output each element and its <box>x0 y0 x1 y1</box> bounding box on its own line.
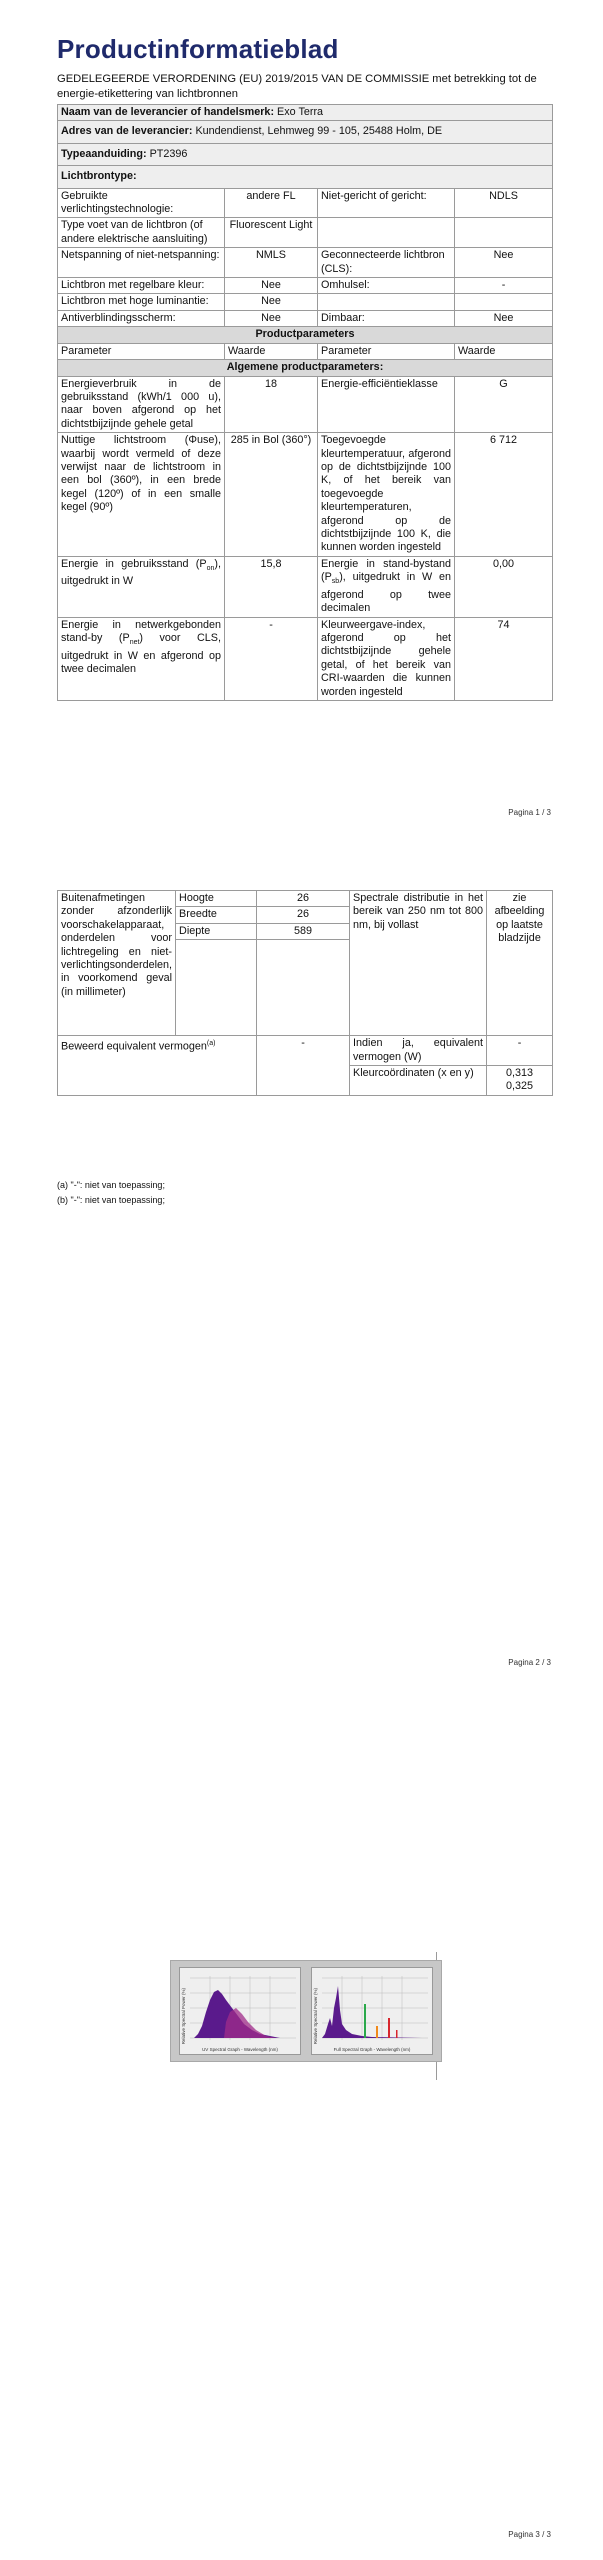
supplier-table <box>57 104 553 701</box>
envelope-value: - <box>455 278 553 294</box>
depth-value: 589 <box>257 923 350 939</box>
spectral-figure <box>170 1960 442 2062</box>
envelope-label: Omhulsel: <box>318 278 455 294</box>
page-2 <box>0 860 603 1710</box>
psb-value: 0,00 <box>455 556 553 617</box>
cri-label: Kleurweergave-index, afgerond op het dichtstbijzijnde gehele getal, of het bereik van CRI-waarden die kunnen worden ingesteld <box>318 617 455 700</box>
dimmable-label: Dimbaar: <box>318 310 455 326</box>
footnote-a: (a) "-": niet van toepassing; <box>57 1180 165 1190</box>
pon-label: Energie in gebruiksstand $(P_{on})$, uitgedrukt in W <box>58 556 225 617</box>
height-value: 26 <box>257 891 350 907</box>
highlum-label: Lichtbron met hoge luminantie: <box>58 294 225 310</box>
equiv-label: Beweerd equivalent vermogen$^{(a)}$ <box>58 1036 257 1096</box>
lightsource-type-heading: Lichtbrontype: <box>58 166 553 188</box>
nondirectional-label: Niet-gericht of gericht: <box>318 188 455 218</box>
dims-label: Buitenafmetingen zonder afzonderlijk voorschakelapparaat, onderdelen voor lichtregeling en niet-verlichtingsonderdelen, in voorkomend geval (in millimeter) <box>58 891 176 1036</box>
pon-value: 15,8 <box>225 556 318 617</box>
footnote-b: (b) "-": niet van toepassing; <box>57 1195 165 1205</box>
document-title: Productinformatieblad <box>57 34 339 64</box>
spd-label: Spectrale distributie in het bereik van 250 nm tot 800 nm, bij vollast <box>350 891 487 1036</box>
tech-value: andere FL <box>225 188 318 218</box>
pnet-value: - <box>225 617 318 700</box>
chroma-label: Kleurcoördinaten (x en y) <box>350 1066 487 1096</box>
red-peak <box>388 2018 390 2038</box>
page-number-3: Pagina 3 / 3 <box>508 2530 551 2539</box>
flux-label: Nuttige lichtstroom (Φuse), waarbij wordt vermeld of deze verwijst naar de lichtstroom in een bol (360º), in een brede kegel (120º) of in een smalle kegel (90º) <box>58 433 225 557</box>
antiglare-value: Nee <box>225 310 318 326</box>
height-label: Hoogte <box>176 891 257 907</box>
col-value-1: Waarde <box>225 343 318 359</box>
equiv-w-value: - <box>487 1036 553 1066</box>
mains-value: NMLS <box>225 248 318 278</box>
energy-value: 18 <box>225 376 318 433</box>
width-label: Breedte <box>176 907 257 923</box>
green-peak <box>364 2004 366 2038</box>
full-spectral-graph: Relative Spectral Power (%) Full Spectral Graph - Wavelength (nm) <box>311 1967 433 2055</box>
equiv-w-label: Indien ja, equivalent vermogen (W) <box>350 1036 487 1066</box>
equiv-value: - <box>257 1036 350 1096</box>
cap-label: Type voet van de lichtbron (of andere elektrische aansluiting) <box>58 218 225 248</box>
eclass-value: G <box>455 376 553 433</box>
mains-label: Netspanning of niet-netspanning: <box>58 248 225 278</box>
dimmable-value: Nee <box>455 310 553 326</box>
full-curve <box>322 1986 422 2038</box>
document-subtitle: GEDELEGEERDE VERORDENING (EU) 2019/2015 VAN DE COMMISSIE met betrekking tot de energie-etikettering van lichtbronnen <box>57 73 537 100</box>
productparameters-heading: Productparameters <box>58 327 553 343</box>
col-value-2: Waarde <box>455 343 553 359</box>
psb-label: Energie in stand-bystand $(P_{sb})$, uitgedrukt in W en afgerond op twee decimalen <box>318 556 455 617</box>
dimensions-table <box>57 890 553 1096</box>
uv-spectral-graph: Relative Spectral Power (%) UV Spectral Graph - Wavelength (nm) <box>179 1967 301 2055</box>
page-number-2: Pagina 2 / 3 <box>508 1658 551 1667</box>
uv-caption: UV Spectral Graph - Wavelength (nm) <box>202 2047 278 2052</box>
uv-spectrum-plot <box>180 1968 300 2054</box>
orange-peak <box>376 2026 378 2038</box>
full-spectrum-plot <box>312 1968 432 2054</box>
eclass-label: Energie-efficiëntieklasse <box>318 376 455 433</box>
col-parameter-1: Parameter <box>58 343 225 359</box>
supplier-address-row: Adres van de leverancier: Kundendienst, Lehmweg 99 - 105, 25488 Holm, DE <box>58 121 553 143</box>
cls-label: Geconnecteerde lichtbron (CLS): <box>318 248 455 278</box>
supplier-name-row: Naam van de leverancier of handelsmerk: Exo Terra <box>58 105 553 121</box>
nondirectional-value: NDLS <box>455 188 553 218</box>
page-3 <box>0 1710 603 2560</box>
footnotes <box>57 1178 165 1208</box>
colour-value: Nee <box>225 278 318 294</box>
depth-label: Diepte <box>176 923 257 939</box>
full-caption: Full Spectral Graph - Wavelength (nm) <box>333 2047 411 2052</box>
pnet-label: Energie in netwerkgebonden stand-by $(P_{net})$ voor CLS, uitgedrukt in W en afgerond op twee decimalen <box>58 617 225 700</box>
cct-label: Toegevoegde kleurtemperatuur, afgerond op de dichtstbijzijnde 100 K, of het bereik van toegevoegde kleurtemperaturen, afgerond op de dichtstbijzijnde 100 K, die kunnen worden ingesteld <box>318 433 455 557</box>
col-parameter-2: Parameter <box>318 343 455 359</box>
chroma-values: 0,313 0,325 <box>487 1066 553 1096</box>
general-parameters-heading: Algemene productparameters: <box>58 360 553 376</box>
page-1 <box>0 0 603 860</box>
page-number-1: Pagina 1 / 3 <box>508 808 551 817</box>
model-row: Typeaanduiding: PT2396 <box>58 143 553 165</box>
width-value: 26 <box>257 907 350 923</box>
cls-value: Nee <box>455 248 553 278</box>
antiglare-label: Antiverblindingsscherm: <box>58 310 225 326</box>
spd-value: zie afbeelding op laatste bladzijde <box>487 891 553 1036</box>
cri-value: 74 <box>455 617 553 700</box>
flux-value: 285 in Bol (360°) <box>225 433 318 557</box>
highlum-value: Nee <box>225 294 318 310</box>
cct-value: 6 712 <box>455 433 553 557</box>
tech-label: Gebruikte verlichtingstechnologie: <box>58 188 225 218</box>
cap-value: Fluorescent Light <box>225 218 318 248</box>
energy-label: Energieverbruik in de gebruiksstand (kWh/1 000 u), naar boven afgerond op het dichtstbijzijnde gehele getal <box>58 376 225 433</box>
colour-label: Lichtbron met regelbare kleur: <box>58 278 225 294</box>
